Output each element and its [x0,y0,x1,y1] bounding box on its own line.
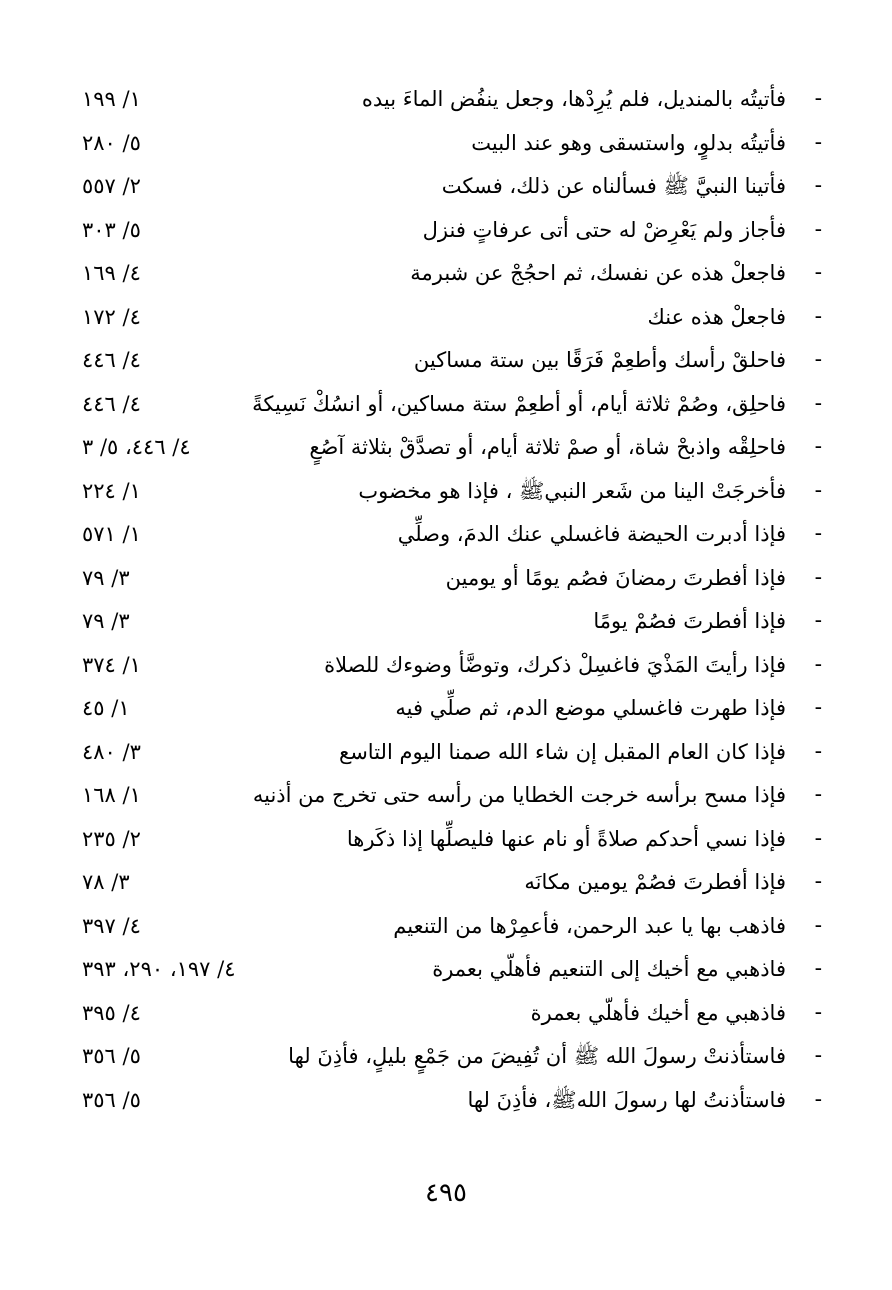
entry-dash: - [814,782,822,807]
entry-text: فأتينا النبيَّ ﷺ فسألناه عن ذلك، فسكت [441,174,786,198]
entry-dash: - [814,651,822,677]
entry-dash: - [814,86,822,111]
entry-text: فإذا نسي أحدكم صلاةً أو نام عنها فليصلِّها إذا ذكَرها [346,826,786,851]
entry-reference: ٤/ ٣٩٧ [82,913,141,938]
index-entry [70,296,822,340]
entry-reference: ٢/ ٥٥٧ [82,174,141,198]
entry-text: فاذهب بها يا عبد الرحمن، فأعمِرْها من التنعيم [393,913,786,938]
entry-text: فأجاز ولم يَعْرِضْ له حتى أتى عرفاتٍ فنزل [422,217,786,242]
entry-dash: - [814,956,822,981]
index-entry [70,165,822,209]
index-entry [70,339,822,383]
entry-dash: - [814,260,822,285]
entry-dash: - [814,434,822,459]
entry-reference: ١/ ١٩٩ [82,87,141,111]
entry-reference: ٣/ ٧٨ [82,870,130,894]
index-entry [70,774,822,818]
hadith-index-list [70,78,822,1122]
entry-reference: ١/ ٥٧١ [82,522,141,546]
index-entry [70,905,822,949]
entry-dash: - [814,999,822,1025]
index-entry [70,426,822,470]
entry-dash: - [814,129,822,155]
entry-reference: ٤/ ٣٩٥ [82,1000,141,1025]
index-entry [70,470,822,514]
index-entry [70,948,822,992]
entry-text: فإذا أفطرتَ رمضانَ فصُم يومًا أو يومين [445,565,786,590]
entry-dash: - [814,173,822,198]
entry-reference: ٥/ ٣٥٦ [82,1044,141,1068]
page-number: ٤٩٥ [425,1178,467,1208]
index-entry [70,252,822,296]
entry-dash: - [814,1086,822,1112]
entry-dash: - [814,825,822,851]
index-entry [70,78,822,122]
entry-text: فإذا أفطرتَ فصُمْ يومين مكانَه [524,870,786,894]
index-entry [70,818,822,862]
entry-dash: - [814,1043,822,1068]
entry-reference: ١/ ٣٧٤ [82,652,141,677]
entry-dash: - [814,564,822,590]
index-entry [70,600,822,644]
entry-text: فإذا أفطرتَ فصُمْ يومًا [593,609,786,633]
entry-dash: - [814,477,822,503]
entry-reference: ٣/ ٤٨٠ [82,739,141,764]
index-entry [70,1035,822,1079]
entry-reference: ١/ ٢٢٤ [82,478,141,503]
entry-reference: ٤/ ١٧٢ [82,304,141,329]
entry-text: فإذا طهرت فاغسلي موضع الدم، ثم صلِّي فيه [395,696,786,720]
index-entry [70,644,822,688]
entry-reference: ٤/ ٤٤٦ [82,391,141,416]
entry-reference: ٥/ ٢٨٠ [82,130,141,155]
index-entry [70,383,822,427]
entry-dash: - [814,390,822,416]
entry-text: فاذهبي مع أخيك إلى التنعيم فأهلّي بعمرة [432,957,786,981]
entry-reference: ١/ ٤٥ [82,696,130,720]
entry-text: فإذا مسح برأسه خرجت الخطايا من رأسه حتى تخرج من أذنيه [252,783,786,807]
entry-reference: ٣/ ٧٩ [82,609,130,633]
entry-text: فأتيتُه بالمنديل، فلم يُرِدْها، وجعل ينفُض الماءَ بيده [361,87,786,111]
entry-dash: - [814,347,822,372]
entry-reference: ٢/ ٢٣٥ [82,826,141,851]
entry-text: فاستأذنتْ رسولَ الله ﷺ أن تُفِيضَ من جَمْعٍ بليلٍ، فأذِنَ لها [288,1044,786,1068]
index-entry [70,122,822,166]
entry-dash: - [814,869,822,894]
entry-reference: ٤/ ١٩٧، ٢٩٠، ٣٩٣ [82,957,236,981]
entry-text: فاحلِقْه واذبحْ شاة، أو صمْ ثلاثة أيام، أو تصدَّقْ بثلاثة آصُعٍ [309,435,786,459]
index-entry [70,1079,822,1123]
entry-text: فاجعلْ هذه عنك [647,304,786,329]
index-entry [70,513,822,557]
entry-text: فاجعلْ هذه عن نفسك، ثم احجُجْ عن شبرمة [410,261,786,285]
entry-reference: ٤/ ١٦٩ [82,261,141,285]
entry-reference: ١/ ١٦٨ [82,783,141,807]
entry-reference: ٤/ ٤٤٦ [82,348,141,372]
entry-text: فإذا أدبرت الحيضة فاغسلي عنك الدمَ، وصلِّي [397,522,786,546]
entry-text: فاذهبي مع أخيك فأهلّي بعمرة [530,1000,786,1025]
index-entry [70,209,822,253]
entry-text: فاحلقْ رأسك وأطعِمْ فَرَقًا بين ستة مساكين [413,348,786,372]
entry-text: فإذا كان العام المقبل إن شاء الله صمنا اليوم التاسع [339,739,786,764]
entry-dash: - [814,738,822,764]
entry-reference: ٣/ ٧٩ [82,565,130,590]
entry-text: فاستأذنتُ لها رسولَ اللهﷺ، فأذِنَ لها [467,1087,786,1112]
entry-dash: - [814,912,822,938]
index-entry [70,687,822,731]
entry-text: فإذا رأيتَ المَذْيَ فاغسِلْ ذكرك، وتوضَّأ وضوءك للصلاة [324,652,786,677]
entry-text: فأتيتُه بدلوٍ، واستسقى وهو عند البيت [471,130,786,155]
entry-text: فأخرجَتْ الينا من شَعر النبيﷺ ، فإذا هو مخضوب [358,478,786,503]
entry-reference: ٤/ ٤٤٦، ٥/ ٣ [82,435,191,459]
index-entry [70,992,822,1036]
entry-reference: ٥/ ٣٠٣ [82,217,141,242]
entry-dash: - [814,608,822,633]
entry-dash: - [814,521,822,546]
entry-dash: - [814,216,822,242]
index-entry [70,557,822,601]
entry-reference: ٥/ ٣٥٦ [82,1087,141,1112]
index-entry [70,731,822,775]
entry-dash: - [814,695,822,720]
entry-text: فاحلِق، وصُمْ ثلاثة أيام، أو أطعِمْ ستة مساكين، أو انسُكْ نَسِيكةً [252,391,786,416]
entry-dash: - [814,303,822,329]
index-entry [70,861,822,905]
